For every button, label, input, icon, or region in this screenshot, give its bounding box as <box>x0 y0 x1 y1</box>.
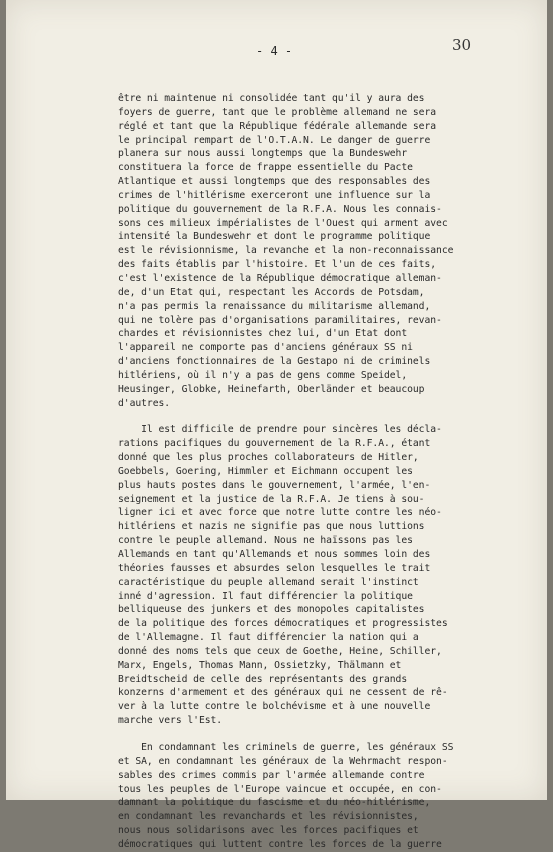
paragraph-gap <box>118 410 523 423</box>
text-line: crimes de l'hitlérisme exerceront une influence sur la <box>118 189 431 201</box>
text-line: sables des crimes commis par l'armée allemande contre <box>118 769 425 781</box>
text-line: de l'Allemagne. Il faut différencier la nation qui a <box>118 632 419 644</box>
text-line: intensité la Bundeswehr et dont le programme politique <box>118 231 431 243</box>
text-line: Marx, Engels, Thomas Mann, Ossietzky, Thälmann et <box>118 659 402 671</box>
paragraph <box>118 92 523 410</box>
text-line: konzerns d'armement et des généraux qui ne cessent de rê- <box>118 687 448 699</box>
text-line: constituera la force de frappe essentielle du Pacte <box>118 162 413 174</box>
text-line: donné des noms tels que ceux de Goethe, Heine, Schiller, <box>118 645 442 657</box>
text-line: ver à la lutte contre le bolchévisme et à une nouvelle <box>118 701 431 713</box>
text-line: hitlériens et nazis ne signifie pas que nous luttions <box>118 521 425 533</box>
text-line: Heusinger, Globke, Heinefarth, Oberländer et beaucoup <box>118 383 425 395</box>
document-body <box>118 92 523 852</box>
text-line: nous nous solidarisons avec les forces pacifiques et <box>118 825 419 837</box>
paragraph <box>118 423 523 728</box>
handwritten-page-number: 30 <box>452 36 472 54</box>
text-line: Il est difficile de prendre pour sincères les décla- <box>118 424 442 436</box>
text-line: seignement et la justice de la R.F.A. Je tiens à sou- <box>118 493 425 505</box>
text-line: de la politique des forces démocratiques et progressistes <box>118 618 448 630</box>
text-line: hitlériens, où il n'y a pas de gens comme Speidel, <box>118 369 408 381</box>
text-line: chardes et révisionnistes chez lui, d'un Etat dont <box>118 328 408 340</box>
text-line: Atlantique et aussi longtemps que des responsables des <box>118 176 431 188</box>
text-line: foyers de guerre, tant que le problème allemand ne sera <box>118 106 437 118</box>
paragraph-gap <box>118 728 523 741</box>
text-line: contre le peuple allemand. Nous ne haïssons pas les <box>118 535 413 547</box>
text-line: démocratiques qui luttent contre les forces de la guerre <box>118 838 442 850</box>
text-line: n'a pas permis la renaissance du militarisme allemand, <box>118 300 431 312</box>
text-line: d'anciens fonctionnaires de la Gestapo ni de criminels <box>118 356 431 368</box>
text-line: des faits établis par l'histoire. Et l'un de ces faits, <box>118 259 437 271</box>
page-number: - 4 - <box>256 44 293 58</box>
text-line: En condamnant les criminels de guerre, les généraux SS <box>118 741 454 753</box>
text-line: planera sur nous aussi longtemps que la Bundeswehr <box>118 148 408 160</box>
text-line: l'appareil ne comporte pas d'anciens généraux SS ni <box>118 342 413 354</box>
text-line: qui ne tolère pas d'organisations paramilitaires, revan- <box>118 314 442 326</box>
text-line: plus hauts postes dans le gouvernement, l'armée, l'en- <box>118 479 431 491</box>
text-line: Allemands en tant qu'Allemands et nous sommes loin des <box>118 549 431 560</box>
text-line: est le révisionnisme, la revanche et la non-reconnaissance <box>118 245 454 257</box>
text-line: théories fausses et absurdes selon lesquelles le trait <box>118 562 431 574</box>
text-line: en condamnant les revanchards et les révisionnistes, <box>118 811 419 823</box>
text-line: tous les peuples de l'Europe vaincue et occupée, en con- <box>118 783 442 795</box>
text-line: réglé et tant que la République fédérale allemande sera <box>118 120 437 132</box>
text-line: de, d'un Etat qui, respectant les Accords de Potsdam, <box>118 286 425 298</box>
text-line: caractéristique du peuple allemand serait l'instinct <box>118 576 419 588</box>
text-line: donné que les plus proches collaborateurs de Hitler, <box>118 452 419 464</box>
text-line: le principal rempart de l'O.T.A.N. Le danger de guerre <box>118 134 431 146</box>
text-line: c'est l'existence de la République démocratique alleman- <box>118 272 442 284</box>
text-line: politique du gouvernement de la R.F.A. Nous les connais- <box>118 203 442 215</box>
text-line: et SA, en condamnant les généraux de la Wehrmacht respon- <box>118 755 448 767</box>
text-line: Breidtscheid de celle des représentants des grands <box>118 673 408 685</box>
text-line: belliqueuse des junkers et des monopoles capitalistes <box>118 604 425 616</box>
paragraph <box>118 741 523 852</box>
text-line: marche vers l'Est. <box>118 715 223 727</box>
text-line: sons ces milieux impérialistes de l'Ouest qui arment avec <box>118 217 448 229</box>
document-page <box>6 0 547 850</box>
text-line: damnant la politique du fascisme et du néo-hitlérisme, <box>118 797 431 809</box>
text-line: ligner ici et avec force que notre lutte contre les néo- <box>118 507 442 519</box>
text-line: rations pacifiques du gouvernement de la R.F.A., étant <box>118 438 431 450</box>
text-line: être ni maintenue ni consolidée tant qu'il y aura des <box>118 93 425 104</box>
text-line: d'autres. <box>118 397 171 409</box>
text-line: Goebbels, Goering, Himmler et Eichmann occupent les <box>118 465 413 477</box>
text-line: inné d'agression. Il faut différencier la politique <box>118 590 413 602</box>
